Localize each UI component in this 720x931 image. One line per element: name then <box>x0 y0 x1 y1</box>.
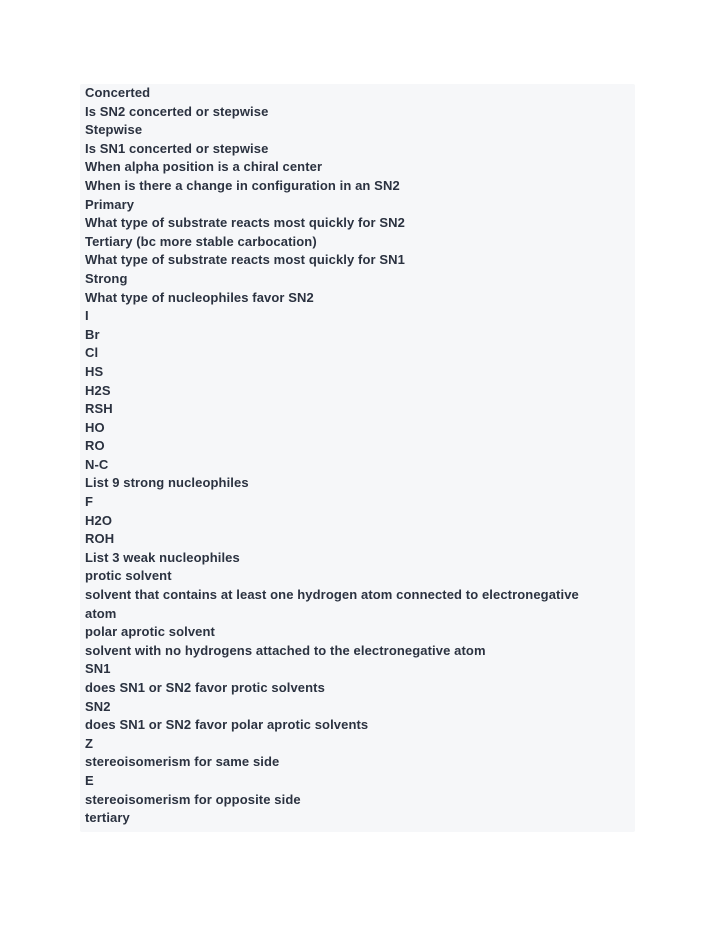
text-line: tertiary <box>85 810 130 826</box>
text-line: RO <box>85 438 105 454</box>
text-line: Stepwise <box>85 122 143 138</box>
text-line: ROH <box>85 531 115 547</box>
text-line: Concerted <box>85 85 151 100</box>
text-line: SN1 <box>85 661 111 677</box>
text-line: solvent that contains at least one hydrogen atom connected to electronegative <box>85 587 579 603</box>
text-line: What type of substrate reacts most quickly for SN1 <box>85 252 405 268</box>
flashcard-text-list <box>85 84 630 828</box>
text-line: F <box>85 494 94 510</box>
text-line: Primary <box>85 196 135 212</box>
text-line: HS <box>85 363 104 379</box>
text-line: stereoisomerism for opposite side <box>85 791 301 807</box>
text-line: When is there a change in configuration in an SN2 <box>85 177 400 193</box>
text-line: What type of substrate reacts most quickly for SN2 <box>85 215 405 231</box>
text-line: List 3 weak nucleophiles <box>85 549 240 565</box>
text-line: Is SN2 concerted or stepwise <box>85 103 269 119</box>
text-line: Cl <box>85 345 99 361</box>
text-line: solvent with no hydrogens attached to the electronegative atom <box>85 642 486 658</box>
text-line: stereoisomerism for same side <box>85 754 280 770</box>
text-line: polar aprotic solvent <box>85 624 215 640</box>
text-line: H2S <box>85 382 111 398</box>
text-line: atom <box>85 605 117 621</box>
text-line: Br <box>85 326 100 342</box>
text-line: does SN1 or SN2 favor polar aprotic solvents <box>85 717 369 733</box>
text-line: H2O <box>85 512 113 528</box>
text-line: does SN1 or SN2 favor protic solvents <box>85 680 325 695</box>
text-line: N-C <box>85 456 109 472</box>
text-line: HO <box>85 419 105 435</box>
text-line: protic solvent <box>85 568 172 584</box>
text-line: When alpha position is a chiral center <box>85 159 323 175</box>
text-line: What type of nucleophiles favor SN2 <box>85 289 314 305</box>
text-line: RSH <box>85 401 113 417</box>
text-line: I <box>85 308 89 324</box>
text-line: E <box>85 772 94 788</box>
text-line: Is SN1 concerted or stepwise <box>85 140 269 156</box>
text-line: Tertiary (bc more stable carbocation) <box>85 233 317 249</box>
text-line: Z <box>85 735 94 751</box>
text-line: Strong <box>85 270 128 286</box>
text-line: List 9 strong nucleophiles <box>85 475 249 491</box>
text-line: SN2 <box>85 698 111 714</box>
